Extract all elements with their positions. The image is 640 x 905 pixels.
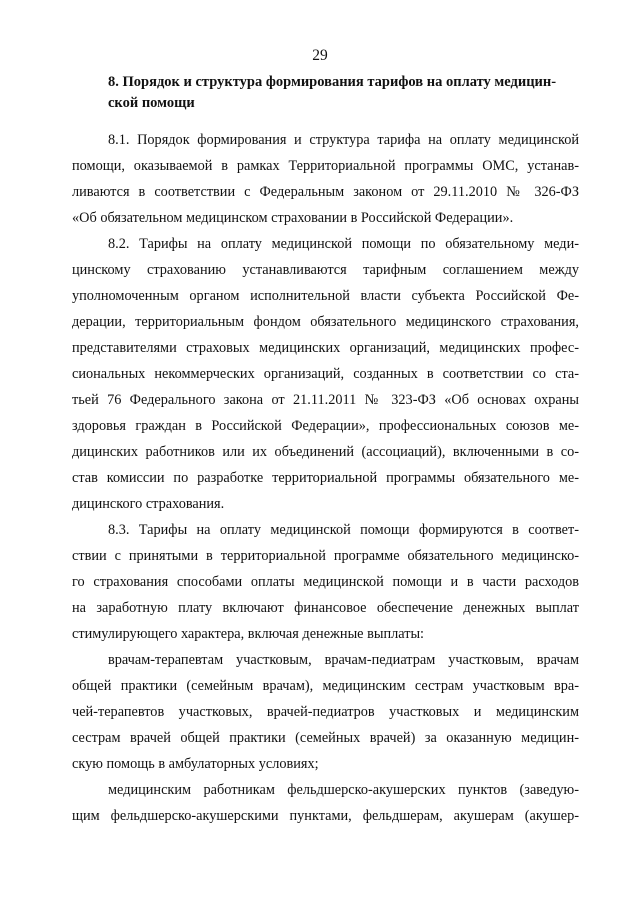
- paragraph-line: го страхования способами оплаты медицинской помощи и в части расходов: [72, 574, 579, 590]
- section-heading-line: 8. Порядок и структура формирования тарифов на оплату медицин-: [108, 74, 557, 90]
- paragraph-line: тьей 76 Федерального закона от 21.11.2011 № 323-ФЗ «Об основах охраны: [72, 392, 579, 408]
- paragraph-line: общей практики (семейным врачам), медицинским сестрам участковым вра-: [72, 678, 579, 694]
- paragraph-line: дерации, территориальным фондом обязательного медицинского страхования,: [72, 314, 579, 330]
- section-heading-line: ской помощи: [108, 95, 195, 111]
- paragraph-line: сиональных некоммерческих организаций, созданных в соответствии со ста-: [72, 366, 579, 382]
- paragraph-line: став комиссии по разработке территориальной программы обязательного ме-: [72, 470, 579, 486]
- page-number: 29: [312, 47, 328, 64]
- paragraph-line: уполномоченным органом исполнительной власти субъекта Российской Фе-: [72, 288, 579, 304]
- paragraph-line: представителями страховых медицинских организаций, медицинских профес-: [72, 340, 579, 356]
- paragraph-line: ствии с принятыми в территориальной программе обязательного медицинско-: [72, 548, 579, 564]
- paragraph-line: помощи, оказываемой в рамках Территориальной программы ОМС, устанав-: [72, 158, 579, 174]
- paragraph-line: цинскому страхованию устанавливаются тарифным соглашением между: [72, 262, 579, 278]
- paragraph-line: скую помощь в амбулаторных условиях;: [72, 756, 319, 772]
- paragraph-line: ливаются в соответствии с Федеральным законом от 29.11.2010 № 326-ФЗ: [72, 184, 579, 200]
- paragraph-line: на заработную плату включают финансовое обеспечение денежных выплат: [72, 600, 579, 616]
- paragraph-line: чей-терапевтов участковых, врачей-педиатров участковых и медицинским: [72, 704, 579, 720]
- paragraph-line: 8.1. Порядок формирования и структура тарифа на оплату медицинской: [108, 132, 579, 148]
- section-heading: [108, 72, 588, 114]
- paragraph-line: врачам-терапевтам участковым, врачам-педиатрам участковым, врачам: [108, 652, 579, 668]
- paragraph-line: стимулирующего характера, включая денежные выплаты:: [72, 626, 425, 642]
- paragraph-line: дицинского страхования.: [72, 496, 225, 512]
- paragraph-line: медицинским работникам фельдшерско-акушерских пунктов (заведую-: [108, 782, 579, 798]
- paragraph-line: 8.3. Тарифы на оплату медицинской помощи формируются в соответ-: [108, 522, 579, 538]
- paragraph-line: дицинских работников или их объединений (ассоциаций), включенными в со-: [72, 444, 579, 460]
- paragraph-line: «Об обязательном медицинском страховании в Российской Федерации».: [72, 210, 514, 226]
- paragraph-line: сестрам врачей общей практики (семейных врачей) за оказанную медицин-: [72, 730, 579, 746]
- paragraph-line: здоровья граждан в Российской Федерации», профессиональных союзов ме-: [72, 418, 579, 434]
- paragraph-line: щим фельдшерско-акушерскими пунктами, фельдшерам, акушерам (акушер-: [72, 808, 579, 824]
- paragraph-line: 8.2. Тарифы на оплату медицинской помощи по обязательному меди-: [108, 236, 579, 252]
